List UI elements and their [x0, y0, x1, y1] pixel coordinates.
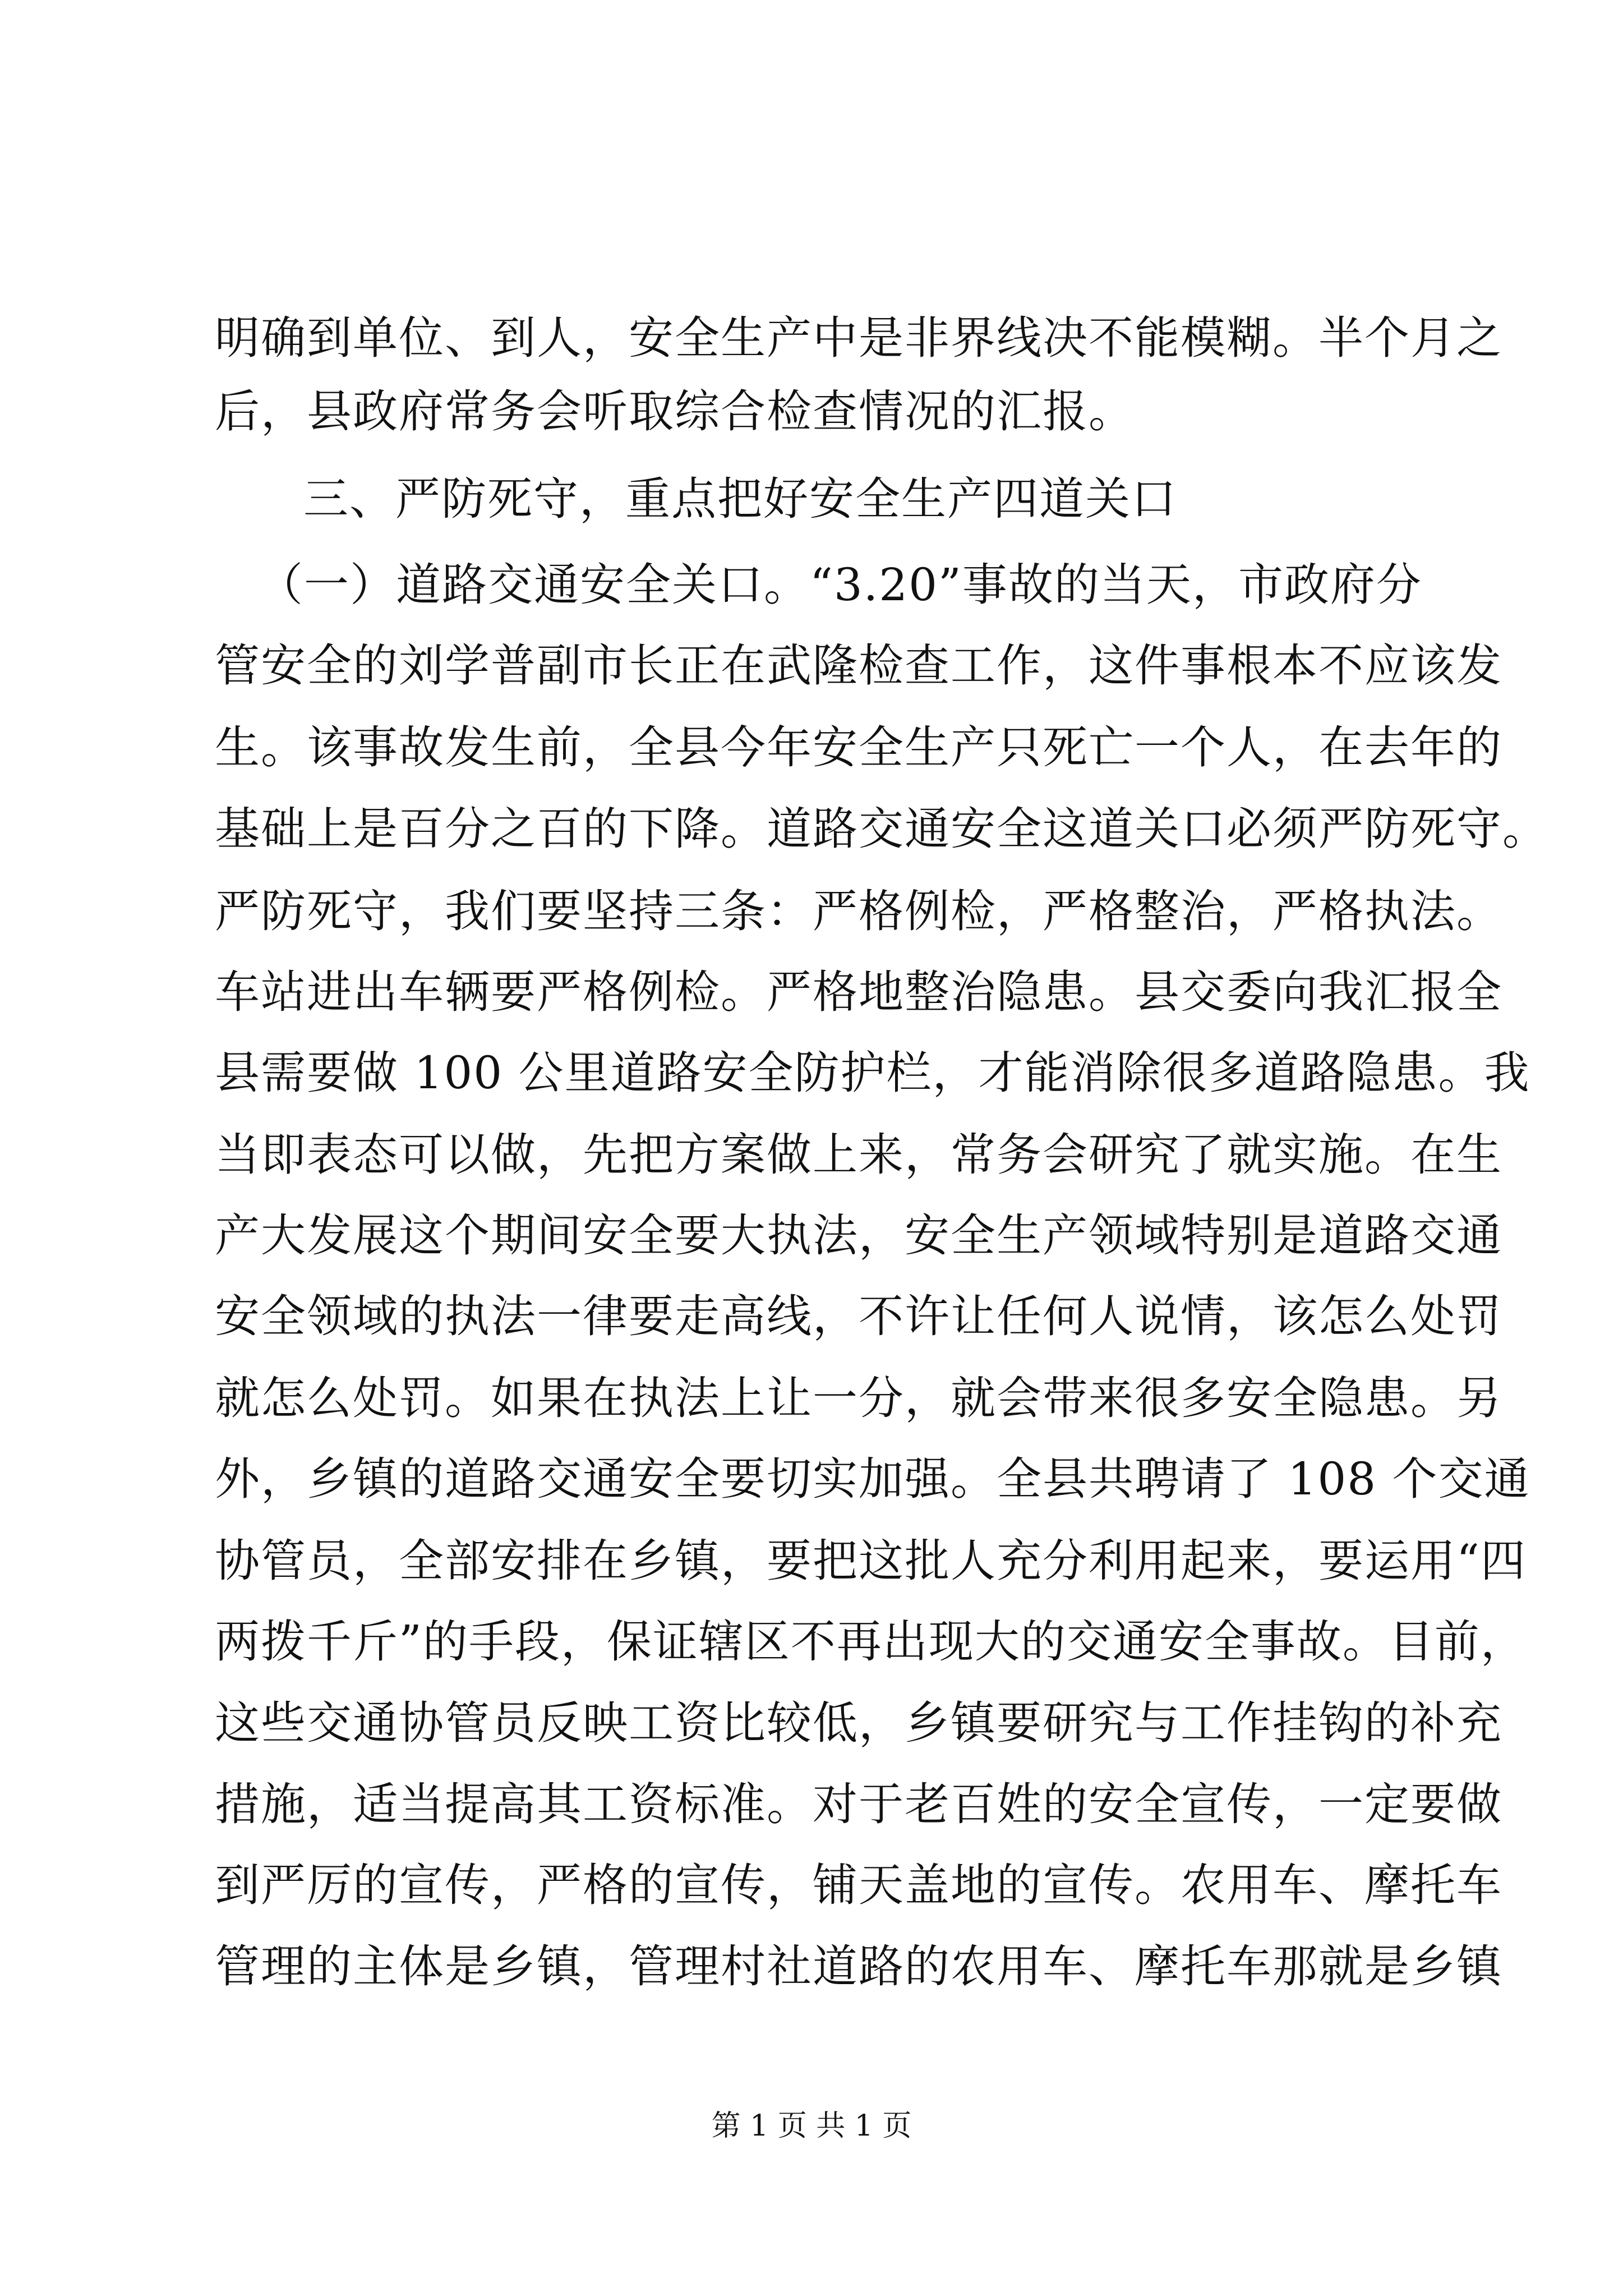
body-line-18: 这些交通协管员反映工资比较低，乡镇要研究与工作挂钩的补充	[215, 1697, 1502, 1749]
body-line-17: 两拨千斤”的手段，保证辖区不再出现大的交通安全事故。目前，	[215, 1616, 1527, 1668]
body-line-10: 县需要做 100 公里道路安全防护栏，才能消除很多道路隐患。我	[215, 1047, 1530, 1099]
body-line-2: 后，县政府常务会听取综合检查情况的汇报。	[215, 385, 1135, 438]
body-line-19: 措施，适当提高其工资标准。对于老百姓的安全宣传，一定要做	[215, 1778, 1502, 1830]
section-heading: 三、严防死守，重点把好安全生产四道关口	[303, 473, 1177, 525]
subsection-heading-line: （一）道路交通安全关口。“3.20”事故的当天，市政府分	[258, 559, 1422, 611]
body-line-6: 生。该事故发生前，全县今年安全生产只死亡一个人，在去年的	[215, 721, 1502, 774]
body-line-16: 协管员，全部安排在乡镇，要把这批人充分利用起来，要运用“四	[215, 1535, 1527, 1587]
body-line-1: 明确到单位、到人，安全生产中是非界线决不能模糊。半个月之	[215, 312, 1502, 364]
body-line-21: 管理的主体是乡镇，管理村社道路的农用车、摩托车那就是乡镇	[215, 1940, 1502, 1993]
body-line-13: 安全领域的执法一律要走高线，不许让任何人说情，该怎么处罚	[215, 1290, 1502, 1342]
body-line-12: 产大发展这个期间安全要大执法，安全生产领域特别是道路交通	[215, 1209, 1502, 1262]
body-line-5: 管安全的刘学普副市长正在武隆检查工作，这件事根本不应该发	[215, 639, 1502, 692]
body-line-7: 基础上是百分之百的下降。道路交通安全这道关口必须严防死守。	[215, 803, 1548, 855]
body-line-8: 严防死守，我们要坚持三条：严格例检，严格整治，严格执法。	[215, 885, 1502, 937]
body-line-14: 就怎么处罚。如果在执法上让一分，就会带来很多安全隐患。另	[215, 1372, 1502, 1424]
page-number-footer: 第 1 页 共 1 页	[711, 2109, 912, 2143]
body-line-11: 当即表态可以做，先把方案做上来，常务会研究了就实施。在生	[215, 1129, 1502, 1181]
body-line-9: 车站进出车辆要严格例检。严格地整治隐患。县交委向我汇报全	[215, 966, 1502, 1018]
body-line-20: 到严厉的宣传，严格的宣传，铺天盖地的宣传。农用车、摩托车	[215, 1859, 1502, 1911]
body-line-15: 外，乡镇的道路交通安全要切实加强。全县共聘请了 108 个交通	[215, 1453, 1530, 1505]
